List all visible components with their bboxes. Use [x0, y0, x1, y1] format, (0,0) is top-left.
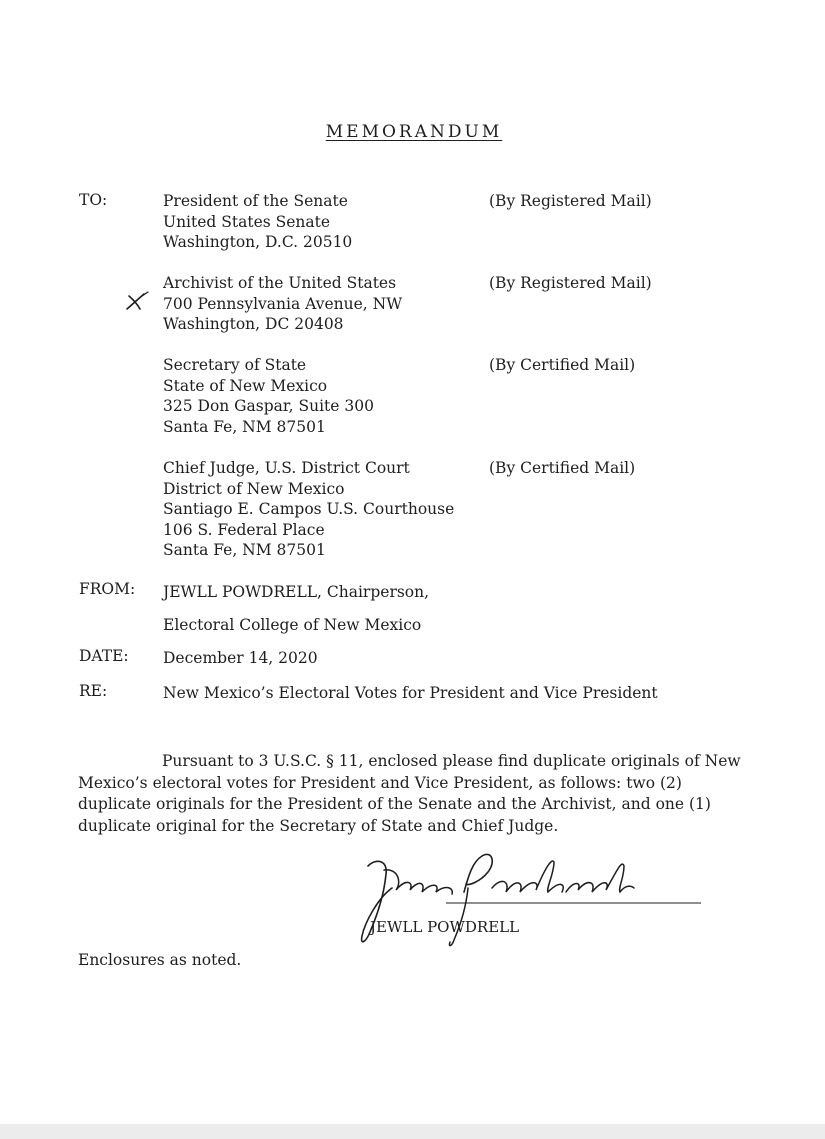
body-line: duplicate originals for the President of the Senate and the Archivist, and one (1) — [78, 795, 711, 813]
to-label: TO: — [79, 191, 108, 209]
address-line: 700 Pennsylvania Avenue, NW — [163, 294, 403, 313]
address-line: Santa Fe, NM 87501 — [163, 417, 326, 436]
address-line: Secretary of State — [163, 356, 307, 374]
address-line: Archivist of the United States — [163, 274, 397, 292]
delivery-method: (By Certified Mail) — [489, 459, 636, 477]
address-line: Washington, DC 20408 — [163, 315, 344, 333]
body-paragraph — [78, 751, 758, 837]
recipient-archivist — [163, 273, 402, 335]
address-line: State of New Mexico — [163, 376, 328, 395]
recipient-chief-judge — [163, 458, 454, 561]
address-line: Chief Judge, U.S. District Court — [163, 459, 410, 477]
address-line: Santiago E. Campos U.S. Courthouse — [163, 500, 455, 518]
from-label: FROM: — [79, 580, 136, 598]
address-line: United States Senate — [163, 212, 331, 231]
from-line-1: JEWLL POWDRELL, Chairperson, — [163, 583, 430, 601]
recipient-president-of-senate — [163, 191, 352, 253]
body-line: Pursuant to 3 U.S.C. § 11, enclosed please find duplicate originals of New — [162, 752, 741, 770]
date-label: DATE: — [79, 647, 129, 665]
address-line: District of New Mexico — [163, 479, 345, 498]
address-line: 106 S. Federal Place — [163, 520, 325, 539]
address-line: Washington, D.C. 20510 — [163, 233, 353, 251]
handwritten-signature — [356, 848, 706, 952]
from-line-2: Electoral College of New Mexico — [163, 616, 422, 634]
handwritten-x-mark — [124, 290, 150, 312]
recipient-secretary-of-state — [163, 355, 374, 437]
delivery-method: (By Registered Mail) — [489, 274, 652, 292]
signatory-name: JEWLL POWDRELL — [370, 918, 520, 936]
re-label: RE: — [79, 682, 108, 700]
delivery-method: (By Certified Mail) — [489, 356, 636, 374]
date-value: December 14, 2020 — [163, 649, 318, 667]
body-line: duplicate original for the Secretary of State and Chief Judge. — [78, 816, 559, 835]
re-value: New Mexico’s Electoral Votes for President and Vice President — [163, 684, 658, 702]
enclosures-note: Enclosures as noted. — [78, 951, 242, 969]
body-line: Mexico’s electoral votes for President and Vice President, as follows: two (2) — [78, 773, 682, 792]
bottom-strip — [0, 1124, 825, 1139]
delivery-method: (By Registered Mail) — [489, 192, 652, 210]
address-line: 325 Don Gaspar, Suite 300 — [163, 397, 374, 415]
memo-title: MEMORANDUM — [325, 122, 503, 142]
address-line: Santa Fe, NM 87501 — [163, 541, 326, 559]
address-line: President of the Senate — [163, 192, 348, 210]
